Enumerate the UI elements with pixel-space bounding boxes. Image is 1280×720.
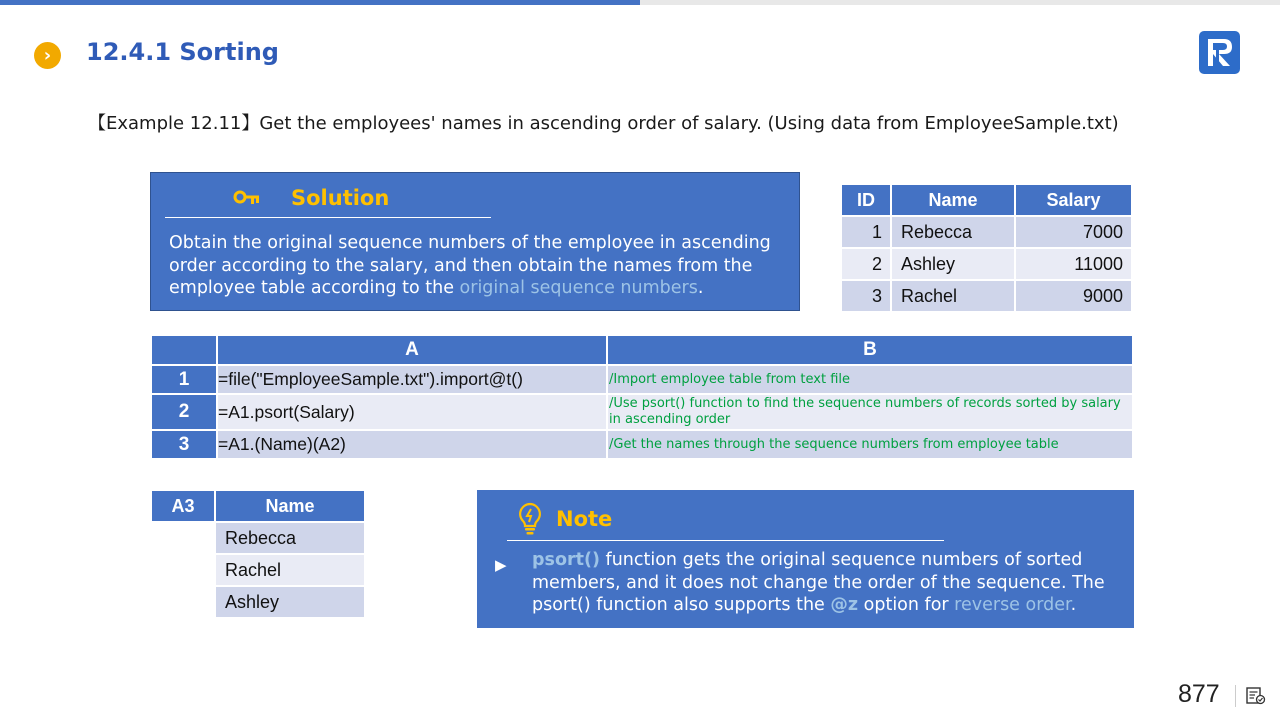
solution-text-highlight: original sequence numbers bbox=[459, 278, 698, 298]
employee-salary: 9000 bbox=[1015, 280, 1132, 312]
note-highlight: reverse order bbox=[954, 595, 1071, 615]
result-blank-cell bbox=[151, 586, 215, 618]
grid-header-a: A bbox=[217, 335, 607, 365]
employee-table bbox=[840, 183, 1133, 313]
employee-id: 3 bbox=[841, 280, 891, 312]
result-header-cell: A3 bbox=[151, 490, 215, 522]
note-title: Note bbox=[556, 507, 613, 531]
grid-code-cell[interactable]: =A1.psort(Salary) bbox=[217, 394, 607, 430]
employee-table-header-id: ID bbox=[841, 184, 891, 216]
solution-title: Solution bbox=[291, 186, 390, 210]
result-name: Rachel bbox=[215, 554, 365, 586]
grid-header-b: B bbox=[607, 335, 1133, 365]
grid-comment-cell[interactable]: /Import employee table from text file bbox=[607, 365, 1133, 394]
grid-comment-cell[interactable]: /Use psort() function to find the sequence numbers of records sorted by salary in ascending order bbox=[607, 394, 1133, 430]
table-row bbox=[841, 216, 1132, 248]
footer-divider bbox=[1235, 685, 1236, 707]
result-name: Rebecca bbox=[215, 522, 365, 554]
grid-comment-cell[interactable]: /Get the names through the sequence numbers from employee table bbox=[607, 430, 1133, 459]
table-row bbox=[151, 365, 1133, 394]
note-text-part1: function gets the original sequence numbers of sorted members, and it does not change the order of the sequence. The psort() function also supports the bbox=[532, 550, 1105, 615]
key-icon bbox=[233, 189, 261, 209]
table-row bbox=[151, 394, 1133, 430]
page-title: 12.4.1 Sorting bbox=[86, 38, 279, 66]
chevron-right-icon: › bbox=[34, 42, 61, 69]
grid-row-number: 3 bbox=[151, 430, 217, 459]
solution-box bbox=[150, 172, 800, 311]
example-statement: 【Example 12.11】Get the employees' names in ascending order of salary. (Using data from EmployeeSample.txt) bbox=[88, 113, 1119, 134]
note-text-part3: . bbox=[1070, 595, 1077, 615]
employee-id: 1 bbox=[841, 216, 891, 248]
employee-table-header-name: Name bbox=[891, 184, 1015, 216]
grid-row-number: 1 bbox=[151, 365, 217, 394]
code-grid bbox=[150, 334, 1134, 460]
solution-text-main: Obtain the original sequence numbers of the employee in ascending order according to the salary, and then obtain the names from the employee table according to the bbox=[169, 233, 771, 298]
table-row bbox=[841, 280, 1132, 312]
note-keyword-psort: psort() bbox=[532, 550, 600, 570]
note-text-part2: option for bbox=[858, 595, 955, 615]
employee-name: Rachel bbox=[891, 280, 1015, 312]
notes-icon[interactable] bbox=[1246, 687, 1266, 705]
grid-row-number: 2 bbox=[151, 394, 217, 430]
progress-fill bbox=[0, 0, 640, 5]
note-text bbox=[532, 549, 1127, 617]
table-row bbox=[841, 248, 1132, 280]
employee-id: 2 bbox=[841, 248, 891, 280]
employee-salary: 7000 bbox=[1015, 216, 1132, 248]
grid-corner-cell bbox=[151, 335, 217, 365]
bullet-arrow-icon: ▶ bbox=[495, 556, 507, 574]
note-box bbox=[477, 490, 1134, 628]
result-blank-cell bbox=[151, 554, 215, 586]
lightbulb-icon bbox=[517, 502, 543, 536]
employee-name: Rebecca bbox=[891, 216, 1015, 248]
table-row bbox=[151, 586, 365, 618]
solution-text bbox=[169, 232, 794, 300]
solution-divider bbox=[165, 217, 491, 218]
table-row bbox=[151, 554, 365, 586]
result-blank-cell bbox=[151, 522, 215, 554]
employee-name: Ashley bbox=[891, 248, 1015, 280]
employee-table-header-salary: Salary bbox=[1015, 184, 1132, 216]
table-row bbox=[151, 522, 365, 554]
note-divider bbox=[507, 540, 944, 541]
r-logo-icon bbox=[1199, 31, 1240, 74]
table-row bbox=[151, 430, 1133, 459]
page-number: 877 bbox=[1178, 680, 1220, 708]
result-table bbox=[150, 489, 366, 619]
grid-code-cell[interactable]: =A1.(Name)(A2) bbox=[217, 430, 607, 459]
employee-salary: 11000 bbox=[1015, 248, 1132, 280]
progress-track bbox=[0, 0, 1280, 5]
result-name: Ashley bbox=[215, 586, 365, 618]
grid-code-cell[interactable]: =file("EmployeeSample.txt").import@t() bbox=[217, 365, 607, 394]
result-header-name: Name bbox=[215, 490, 365, 522]
solution-text-end: . bbox=[697, 278, 704, 298]
note-keyword-z: @z bbox=[830, 595, 859, 615]
